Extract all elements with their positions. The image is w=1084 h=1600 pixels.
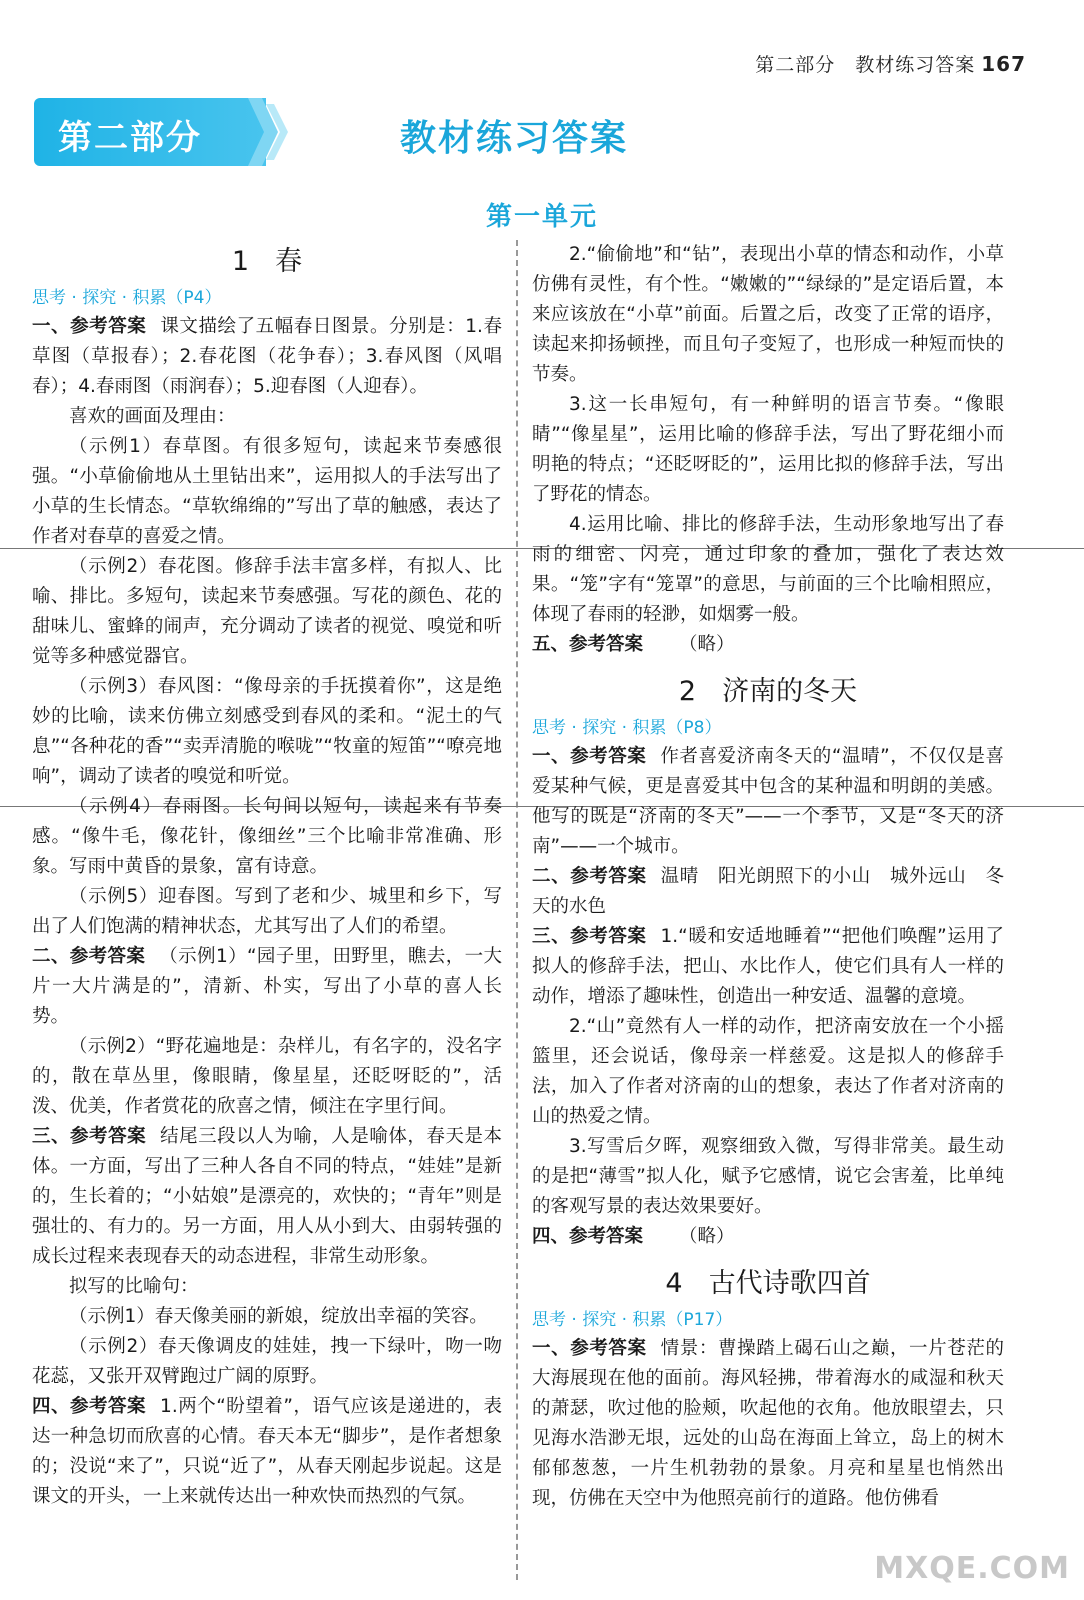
part-banner-label: 第二部分 <box>58 118 202 158</box>
chevron-right-icon <box>248 98 288 166</box>
lesson-heading <box>532 1264 1004 1304</box>
answer-block <box>32 312 502 402</box>
answer-block <box>532 862 1004 922</box>
answer-block <box>532 922 1004 1012</box>
answer-text: （略） <box>679 634 735 655</box>
paragraph: 3.写雪后夕晖，观察细致入微，写得非常美。最生动的是把“薄雪”拟人化，赋予它感情，说它会害羞，比单纯的客观写景的表达效果要好。 <box>532 1136 1004 1217</box>
answer-text: 情景：曹操踏上碣石山之巅，一片苍茫的大海展现在他的面前。海风轻拂，带着海水的咸湿和秋天的萧瑟，吹过他的脸颊，吹起他的衣角。他放眼望去，只见海水浩渺无垠，远处的山岛在海面上耸立，岛上的树木郁郁葱葱，一片生机勃勃的景象。月亮和星星也悄然出现，仿佛在天空中为他照亮前行的道路。他仿佛看 <box>532 1338 1004 1509</box>
running-title: 第二部分 教材练习答案 <box>755 54 976 76</box>
answer-block <box>532 1222 1004 1252</box>
answer-heading: 四、参考答案 <box>32 1396 147 1417</box>
lesson-heading <box>32 242 502 282</box>
lesson-title: 济南的冬天 <box>722 676 858 707</box>
answer-block <box>532 630 1004 660</box>
right-column <box>532 240 1004 1514</box>
lesson-number: 4 <box>665 1268 683 1299</box>
paragraph: （示例4）春雨图。长句间以短句，读起来有节奏感。“像牛毛，像花针，像细丝”三个比喻非常准确、形象。写雨中黄昏的景象，富有诗意。 <box>32 796 502 877</box>
answer-heading: 一、参考答案 <box>32 316 147 337</box>
answer-text: （略） <box>679 1226 735 1247</box>
answer-block <box>532 1334 1004 1514</box>
answer-text: 温晴 阳光朗照下的小山 城外远山 冬天的水色 <box>532 866 1004 917</box>
paragraph: （示例2）春花图。修辞手法丰富多样，有拟人、比喻、排比。多短句，读起来节奏感强。写花的颜色、花的甜味儿、蜜蜂的闹声，充分调动了读者的视觉、嗅觉和听觉等多种感觉器官。 <box>32 556 502 667</box>
paragraph: （示例5）迎春图。写到了老和少、城里和乡下，写出了人们饱满的精神状态，尤其写出了人们的希望。 <box>32 886 502 937</box>
section-label: 思考 · 探究 · 积累（P4） <box>32 288 222 308</box>
paragraph: （示例1）春天像美丽的新娘，绽放出幸福的笑容。 <box>69 1306 488 1327</box>
answer-block <box>32 942 502 1032</box>
answer-heading: 二、参考答案 <box>532 866 647 887</box>
answer-heading: 五、参考答案 <box>532 634 644 655</box>
answer-block <box>532 742 1004 862</box>
lesson-heading <box>532 672 1004 712</box>
page-number: 167 <box>981 52 1026 76</box>
answer-text: 1.“暖和安适地睡着”“把他们唤醒”运用了拟人的修辞手法，把山、水比作人，使它们具有人一样的动作，增添了趣味性，创造出一种安适、温馨的意境。 <box>532 926 1004 1007</box>
lesson-number: 1 <box>231 246 250 277</box>
answer-text: （示例1）“园子里，田野里，瞧去，一大片一大片满是的”，清新、朴实，写出了小草的喜人长势。 <box>32 946 502 1027</box>
site-watermark: MXQE.COM <box>874 1551 1070 1586</box>
paragraph: （示例3）春风图：“像母亲的手抚摸着你”，这是绝妙的比喻，读来仿佛立刻感受到春风的柔和。“泥土的气息”“各种花的香”“卖弄清脆的喉咙”“牧童的短笛”“嘹亮地响”，调动了读者的嗅觉和听觉。 <box>32 676 502 787</box>
answer-heading: 一、参考答案 <box>532 746 647 767</box>
left-column <box>32 240 502 1512</box>
answer-text: 1.两个“盼望着”，语气应该是递进的，表达一种急切而欣喜的心情。春天本无“脚步”，是作者想象的；没说“来了”，只说“近了”，从春天刚起步说起。这是课文的开头，一上来就传达出一种欢快而热烈的气氛。 <box>32 1396 502 1507</box>
lesson-title: 古代诗歌四首 <box>708 1268 871 1299</box>
lesson-number: 2 <box>678 676 697 707</box>
section-label: 思考 · 探究 · 积累（P17） <box>532 1310 733 1330</box>
section-label: 思考 · 探究 · 积累（P8） <box>532 718 722 738</box>
answer-block <box>32 1392 502 1512</box>
answer-text: 结尾三段以人为喻，人是喻体，春天是本体。一方面，写出了三种人各自不同的特点，“娃娃”是新的，生长着的；“小姑娘”是漂亮的，欢快的；“青年”则是强壮的、有力的。另一方面，用人从小到大、由弱转强的成长过程来表现春天的动态进程，非常生动形象。 <box>32 1126 502 1267</box>
answer-heading: 三、参考答案 <box>532 926 647 947</box>
answer-heading: 四、参考答案 <box>532 1226 644 1247</box>
paragraph: 4.运用比喻、排比的修辞手法，生动形象地写出了春雨的细密、闪亮，通过印象的叠加，强化了表达效果。“笼”字有“笼罩”的意思，与前面的三个比喻相照应，体现了春雨的轻渺，如烟雾一般。 <box>532 514 1004 625</box>
column-divider <box>516 240 518 1580</box>
part-banner <box>34 98 266 166</box>
paragraph: 拟写的比喻句： <box>69 1276 199 1297</box>
answer-heading: 三、参考答案 <box>32 1126 147 1147</box>
answer-text: 作者喜爱济南冬天的“温晴”，不仅仅是喜爱某种气候，更是喜爱其中包含的某种温和明朗的美感。他写的既是“济南的冬天”——一个季节，又是“冬天的济南”——一个城市。 <box>532 746 1004 857</box>
paragraph: （示例2）春天像调皮的娃娃，拽一下绿叶，吻一吻花蕊，又张开双臂跑过广阔的原野。 <box>32 1336 502 1387</box>
paragraph: 2.“山”竟然有人一样的动作，把济南安放在一个小摇篮里，还会说话，像母亲一样慈爱。这是拟人的修辞手法，加入了作者对济南的山的想象，表达了作者对济南的山的热爱之情。 <box>532 1016 1004 1127</box>
answer-heading: 一、参考答案 <box>532 1338 647 1359</box>
paragraph: 3.这一长串短句，有一种鲜明的语言节奏。“像眼睛”“像星星”，运用比喻的修辞手法，写出了野花细小而明艳的特点；“还眨呀眨的”，运用比拟的修辞手法，写出了野花的情态。 <box>532 394 1004 505</box>
answer-heading: 二、参考答案 <box>32 946 146 967</box>
part-title: 教材练习答案 <box>400 118 629 159</box>
paragraph: 2.“偷偷地”和“钻”，表现出小草的情态和动作，小草仿佛有灵性，有个性。“嫩嫩的”“绿绿的”是定语后置，本来应该放在“小草”前面。后置之后，改变了正常的语序，读起来抑扬顿挫，而且句子变短了，也形成一种短而快的节奏。 <box>532 244 1004 385</box>
running-header <box>755 50 1026 77</box>
lesson-title: 春 <box>275 246 303 277</box>
paragraph: （示例2）“野花遍地是：杂样儿，有名字的，没名字的，散在草丛里，像眼睛，像星星，还眨呀眨的”，活泼、优美，作者赏花的欣喜之情，倾注在字里行间。 <box>32 1036 502 1117</box>
unit-title: 第一单元 <box>485 202 598 232</box>
paragraph: 喜欢的画面及理由： <box>69 406 236 427</box>
answer-text: 课文描绘了五幅春日图景。分别是：1.春草图（草报春）；2.春花图（花争春）；3.春风图（风唱春）；4.春雨图（雨润春）；5.迎春图（人迎春）。 <box>32 316 502 397</box>
answer-block <box>32 1122 502 1272</box>
paragraph: （示例1）春草图。有很多短句，读起来节奏感很强。“小草偷偷地从土里钻出来”，运用拟人的手法写出了小草的生长情态。“草软绵绵的”写出了草的触感，表达了作者对春草的喜爱之情。 <box>32 436 502 547</box>
